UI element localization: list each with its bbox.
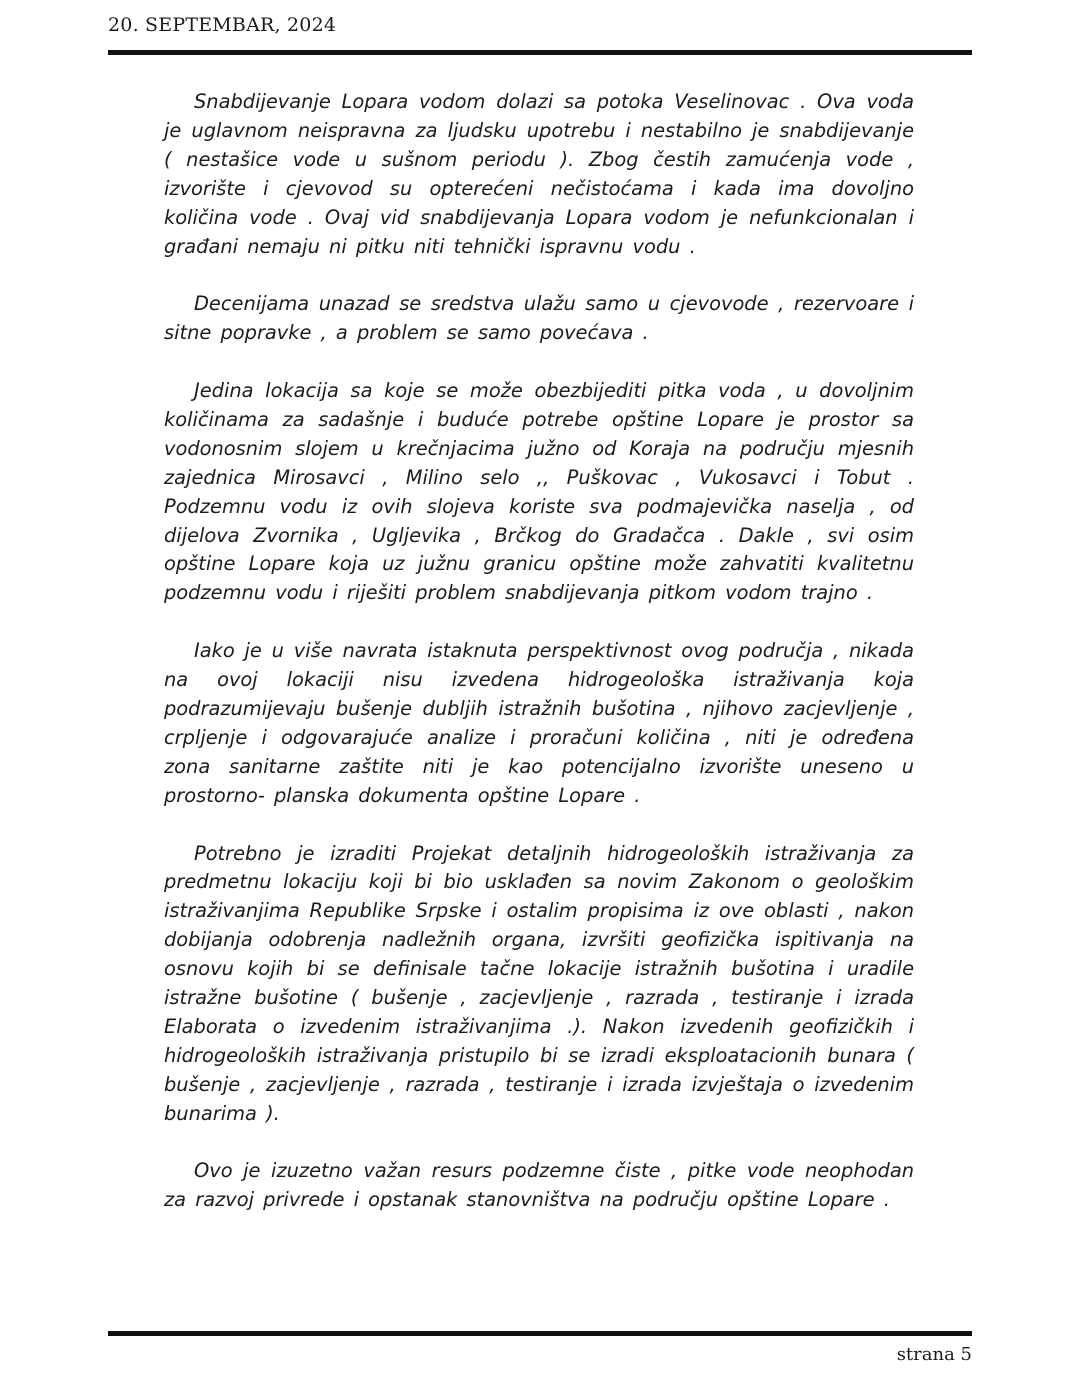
paragraph-water-supply: Snabdijevanje Lopara vodom dolazi sa potoka Veselinovac . Ova voda je uglavnom neispravna za ljudsku upotrebu i nestabilno je snabdijevanje ( nestašice vode u sušnom periodu ). Zbog čestih zamućenja vode , izvorište i cjevovod su opterećeni nečistoćama i kada ima dovoljno količina vode . Ovaj vid snabdijevanja Lopara vodom je nefunkcionalan i građani nemaju ni pitku niti tehnički ispravnu vodu .: [164, 90, 914, 258]
article-body: [164, 88, 914, 1215]
paragraph-only-location: Jedina lokacija sa koje se može obezbijediti pitka voda , u dovoljnim količinama za sadašnje i buduće potrebe opštine Lopare je prostor sa vodonosnim slojem u krečnjacima južno od Koraja na području mjesnih zajednica Mirosavci , Milino selo ,, Puškovac , Vukosavci i Tobut . Podzemnu vodu iz ovih slojeva koriste sva podmajevička naselja , od dijelova Zvornika , Ugljevika , Brčkog do Gradačca . Dakle , svi osim opštine Lopare koja uz južnu granicu opštine može zahvatiti kvalitetnu podzemnu vodu i riješiti problem snabdijevanja pitkom vodom trajno .: [164, 379, 914, 605]
paragraph-decades-investment: Decenijama unazad se sredstva ulažu samo u cjevovode , rezervoare i sitne popravke , a problem se samo povećava .: [164, 292, 914, 345]
paragraph-project-needed: Potrebno je izraditi Projekat detaljnih hidrogeoloških istraživanja za predmetnu lokaciju koji bi bio usklađen sa novim Zakonom o geološkim istraživanjima Republike Srpske i ostalim propisima iz ove oblasti , nakon dobijanja odobrenja nadležnih organa, izvršiti geofizička ispitivanja na osnovu kojih bi se definisale tačne lokacije istražnih bušotina i uradile istražne bušotine ( bušenje , zacjevljenje , razrada , testiranje i izrada Elaborata o izvedenim istraživanjima .). Nakon izvedenih geofizičkih i hidrogeoloških istraživanja pristupilo bi se izradi eksploatacionih bunara ( bušenje , zacjevljenje , razrada , testiranje i izrada izvještaja o izvedenim bunarima ).: [164, 841, 914, 1125]
paragraph-resource-importance: Ovo je izuzetno važan resurs podzemne čiste , pitke vode neophodan za razvoj privrede i opstanak stanovništva na području opštine Lopare .: [164, 1159, 914, 1212]
page-number: strana 5: [896, 1344, 972, 1365]
paragraph-no-research: Iako je u više navrata istaknuta perspektivnost ovog područja , nikada na ovoj lokaciji nisu izvedena hidrogeološka istraživanja koja podrazumijevaju bušenje dubljih istražnih bušotina , njihovo zacjevljenje , crpljenje i odgovarajuće analize i proračuni količina , niti je određena zona sanitarne zaštite niti je kao potencijalno izvorište uneseno u prostorno- planska dokumenta opštine Lopare .: [164, 639, 914, 807]
footer-divider: [108, 1331, 972, 1336]
header-divider: [108, 50, 972, 55]
header-date: 20. SEPTEMBAR, 2024: [108, 14, 337, 36]
